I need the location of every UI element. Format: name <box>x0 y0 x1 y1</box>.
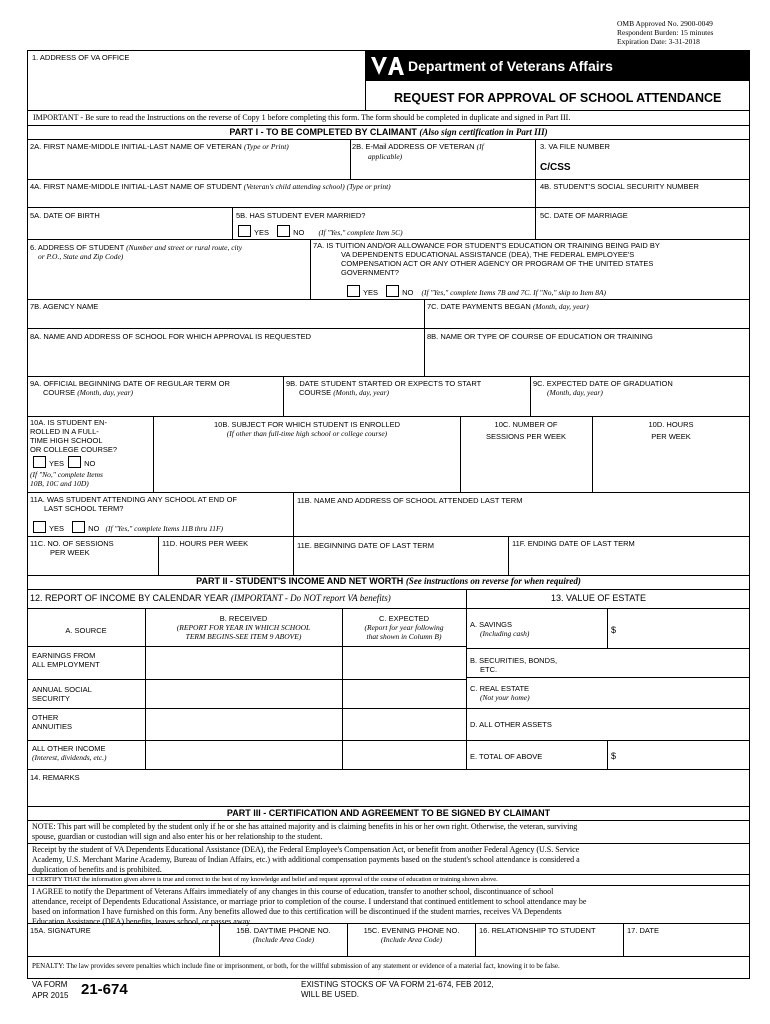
income-row-other: ALL OTHER INCOME (Interest, dividends, etc.) <box>32 744 107 762</box>
address-va-office-label: 1. ADDRESS OF VA OFFICE <box>32 53 130 62</box>
field-5c-label: 5C. DATE OF MARRIAGE <box>540 211 628 220</box>
field-3-label: 3. VA FILE NUMBER <box>540 142 610 151</box>
footer-form-number: 21-674 <box>81 981 128 998</box>
income-col-source: A. SOURCE <box>65 626 107 635</box>
checkbox-5b-yes[interactable] <box>238 225 251 237</box>
field-5b-label: 5B. HAS STUDENT EVER MARRIED? <box>236 211 366 220</box>
field-13-label: 13. VALUE OF ESTATE <box>551 593 647 603</box>
field-11a-label: 11A. WAS STUDENT ATTENDING ANY SCHOOL AT END OF LAST SCHOOL TERM? <box>30 495 237 513</box>
field-11c-label: 11C. NO. OF SESSIONS PER WEEK <box>30 539 114 557</box>
important-note: IMPORTANT - Be sure to read the Instructions on the reverse of Copy 1 before completing this form. The form should be completed in duplicate and signed in Part III. <box>33 113 571 122</box>
field-11f-label: 11F. ENDING DATE OF LAST TERM <box>512 539 635 548</box>
estate-savings-label: A. SAVINGS (Including cash) <box>470 620 530 638</box>
expiration-date: Expiration Date: 3-31-2018 <box>617 37 700 46</box>
estate-real-estate-label: C. REAL ESTATE (Not your home) <box>470 684 530 702</box>
va-logo-icon <box>370 55 404 77</box>
estate-other-assets-label: D. ALL OTHER ASSETS <box>470 720 552 729</box>
footer-va-form: VA FORM <box>32 980 68 989</box>
part3-agree: I AGREE to notify the Department of Veterans Affairs immediately of any changes in this course of education, transfer to another school, discontinuance of school attendance, receipt of Dependents Educational Assistance, or marriage prior to completion of the course. I understand that continued entitlement to school attendance may be based on information I have furnished on this form. Any benefits allowed due to this certification will be discontinued if the student marries, receives VA Dependents Education Assistance (DEA) benefits, leaves school, or passes away. <box>32 887 587 926</box>
field-12-label: 12. REPORT OF INCOME BY CALENDAR YEAR (IMPORTANT - Do NOT report VA benefits) <box>30 593 391 603</box>
checkbox-5b-no[interactable] <box>277 225 290 237</box>
income-row-earnings: EARNINGS FROM ALL EMPLOYMENT <box>32 651 100 669</box>
part3-title: PART III - CERTIFICATION AND AGREEMENT TO BE SIGNED BY CLAIMANT <box>226 808 551 818</box>
field-10a-options: YES NO <box>33 456 95 468</box>
field-10c-label: 10C. NUMBER OF SESSIONS PER WEEK <box>485 420 567 441</box>
field-16-label: 16. RELATIONSHIP TO STUDENT <box>479 926 596 935</box>
estate-securities-label: B. SECURITIES, BONDS, ETC. <box>470 656 558 674</box>
field-9c-label: 9C. EXPECTED DATE OF GRADUATION (Month, day, year) <box>533 379 673 397</box>
field-6-label: 6. ADDRESS OF STUDENT (Number and street or rural route, city <box>30 243 243 252</box>
va-file-number-value[interactable]: C/CSS <box>540 162 571 173</box>
part3-receipt: Receipt by the student of VA Dependents Educational Assistance (DEA), the Federal Employee's Compensation Act, or benefit from another Federal Agency (U.S. Service Academy, U.S. Merchant Marine Academy, Bureau of Indian Affairs, etc.) with additional compensation payments based on the student's school attendance is considered a duplication of benefits and is prohibited. <box>32 845 580 874</box>
respondent-burden: Respondent Burden: 15 minutes <box>617 28 714 37</box>
income-col-expected: C. EXPECTED (Report for year following that shown in Column B) <box>364 614 444 641</box>
income-col-received: B. RECEIVED (REPORT FOR YEAR IN WHICH SCHOOL TERM BEGINS-SEE ITEM 9 ABOVE) <box>176 614 311 641</box>
field-8b-label: 8B. NAME OR TYPE OF COURSE OF EDUCATION OR TRAINING <box>427 332 653 341</box>
field-2b-hint: applicable) <box>368 152 403 161</box>
field-14-label: 14. REMARKS <box>30 773 80 782</box>
field-11a-options: YES NO (If "Yes," complete Items 11B thru 11F) <box>33 521 223 533</box>
estate-total-label: E. TOTAL OF ABOVE <box>470 752 543 761</box>
part3-note: NOTE: This part will be completed by the student only if he or she has attained majority and is claiming benefits in his or her own right. Otherwise, the veteran, surviving spouse, guardian or custodian will sign and also enter his or her relationship to the student. <box>32 822 578 841</box>
field-10a-hint: (If "No," complete Items 10B, 10C and 10D) <box>30 470 103 488</box>
field-5b-options: YES NO (If "Yes," complete Item 5C) <box>238 225 403 237</box>
field-10b-label: 10B. SUBJECT FOR WHICH STUDENT IS ENROLLED (If other than full-time high school or college course) <box>213 420 400 438</box>
checkbox-11a-no[interactable] <box>72 521 85 533</box>
field-2a-label: 2A. FIRST NAME-MIDDLE INITIAL-LAST NAME OF VETERAN (Type or Print) <box>30 142 289 151</box>
field-7a-label: 7A. IS TUITION AND/OR ALLOWANCE FOR STUDENT'S EDUCATION OR TRAINING BEING PAID BY VA DEPENDENTS EDUCATIONAL ASSISTANCE (DEA), THE FEDERAL EMPLOYEE'S COMPENSATION ACT OR ANY OTHER AGENCY OR PROGRAM OF THE UNITED STATES GOVERNMENT? <box>313 241 660 277</box>
field-2b-label: 2B. E-Mail ADDRESS OF VETERAN (If <box>352 142 484 151</box>
field-15c-label: 15C. EVENING PHONE NO. (Include Area Code) <box>363 926 460 944</box>
omb-number: OMB Approved No. 2900-0049 <box>617 19 713 28</box>
part2-title: PART II - STUDENT'S INCOME AND NET WORTH (See instructions on reverse for when required) <box>196 576 581 586</box>
checkbox-10a-yes[interactable] <box>33 456 46 468</box>
estate-savings-dollar: $ <box>611 625 617 635</box>
checkbox-7a-yes[interactable] <box>347 285 360 297</box>
field-7c-label: 7C. DATE PAYMENTS BEGAN (Month, day, year) <box>427 302 589 311</box>
footer-existing-stocks: EXISTING STOCKS OF VA FORM 21-674, FEB 2012, WILL BE USED. <box>301 980 494 999</box>
part1-title: PART I - TO BE COMPLETED BY CLAIMANT (Also sign certification in Part III) <box>229 127 548 137</box>
field-11b-label: 11B. NAME AND ADDRESS OF SCHOOL ATTENDED LAST TERM <box>297 496 523 505</box>
field-15b-label: 15B. DAYTIME PHONE NO. (Include Area Code) <box>236 926 331 944</box>
field-8a-label: 8A. NAME AND ADDRESS OF SCHOOL FOR WHICH APPROVAL IS REQUESTED <box>30 332 312 341</box>
field-6-hint: or P.O., State and Zip Code) <box>38 252 124 261</box>
field-9b-label: 9B. DATE STUDENT STARTED OR EXPECTS TO START COURSE (Month, day, year) <box>286 379 482 397</box>
va-header-bar <box>366 51 749 81</box>
checkbox-11a-yes[interactable] <box>33 521 46 533</box>
form-title: REQUEST FOR APPROVAL OF SCHOOL ATTENDANCE <box>394 91 722 105</box>
income-row-social-security: ANNUAL SOCIAL SECURITY <box>32 685 92 703</box>
part3-certify: I CERTIFY THAT the information given above is true and correct to the best of my knowledge and belief and request approval of the course of education or training shown above. <box>32 876 498 883</box>
field-15a-label: 15A. SIGNATURE <box>30 926 91 935</box>
field-17-label: 17. DATE <box>627 926 659 935</box>
omb-approval <box>617 19 713 46</box>
field-7a-options: YES NO (If "Yes," complete Items 7B and 7C. If "No," skip to Item 8A) <box>347 285 606 297</box>
department-name: Department of Veterans Affairs <box>408 58 613 74</box>
field-9a-label: 9A. OFFICIAL BEGINNING DATE OF REGULAR TERM OR COURSE (Month, day, year) <box>30 379 230 397</box>
field-10d-label: 10D. HOURS PER WEEK <box>648 420 694 441</box>
field-5a-label: 5A. DATE OF BIRTH <box>30 211 100 220</box>
field-10a-label: 10A. IS STUDENT EN- ROLLED IN A FULL- TIME HIGH SCHOOL OR COLLEGE COURSE? <box>30 418 118 454</box>
field-4a-label: 4A. FIRST NAME-MIDDLE INITIAL-LAST NAME OF STUDENT (Veteran's child attending school) (Type or print) <box>30 182 391 191</box>
estate-total-dollar: $ <box>611 751 617 761</box>
penalty-notice: PENALTY: The law provides severe penalties which include fine or imprisonment, or both, for the willful submission of any statement or evidence of a material fact, knowing it to be false. <box>32 962 560 970</box>
field-4b-label: 4B. STUDENT'S SOCIAL SECURITY NUMBER <box>540 182 699 191</box>
field-11e-label: 11E. BEGINNING DATE OF LAST TERM <box>297 541 434 550</box>
income-row-annuities: OTHER ANNUITIES <box>32 713 73 731</box>
field-11d-label: 11D. HOURS PER WEEK <box>162 539 249 548</box>
checkbox-7a-no[interactable] <box>386 285 399 297</box>
footer-date: APR 2015 <box>32 991 69 1000</box>
field-7b-label: 7B. AGENCY NAME <box>30 302 99 311</box>
checkbox-10a-no[interactable] <box>68 456 81 468</box>
